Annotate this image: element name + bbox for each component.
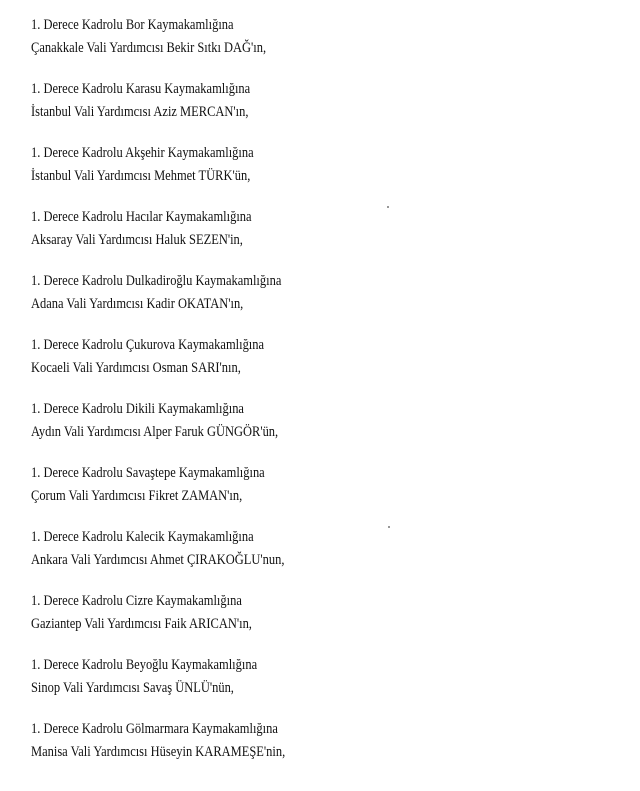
entry-post-line: 1. Derece Kadrolu Gölmarmara Kaymakamlığına <box>31 721 278 737</box>
entry-person-line: Kocaeli Vali Yardımcısı Osman SARI'nın, <box>31 359 241 376</box>
appointment-entry <box>31 270 530 315</box>
entry-person-line: Aydın Vali Yardımcısı Alper Faruk GÜNGÖR'ün, <box>31 423 279 440</box>
entry-person-line: İstanbul Vali Yardımcısı Mehmet TÜRK'ün, <box>31 167 251 184</box>
entry-person-line: İstanbul Vali Yardımcısı Aziz MERCAN'ın, <box>31 103 249 120</box>
entry-post-line: 1. Derece Kadrolu Çukurova Kaymakamlığına <box>31 337 265 353</box>
appointment-list <box>31 14 611 782</box>
entry-post-line: 1. Derece Kadrolu Savaştepe Kaymakamlığına <box>31 465 265 481</box>
entry-post-line: 1. Derece Kadrolu Cizre Kaymakamlığına <box>31 593 242 609</box>
entry-person-line: Çanakkale Vali Yardımcısı Bekir Sıtkı DAĞ'ın, <box>31 39 267 56</box>
appointment-entry <box>31 334 530 379</box>
appointment-entry <box>31 142 530 187</box>
appointment-entry <box>31 654 530 699</box>
appointment-entry <box>31 398 530 443</box>
entry-person-line: Adana Vali Yardımcısı Kadir OKATAN'ın, <box>31 295 244 312</box>
entry-person-line: Sinop Vali Yardımcısı Savaş ÜNLÜ'nün, <box>31 679 234 696</box>
entry-person-line: Çorum Vali Yardımcısı Fikret ZAMAN'ın, <box>31 487 243 504</box>
entry-post-line: 1. Derece Kadrolu Bor Kaymakamlığına <box>31 17 234 33</box>
entry-post-line: 1. Derece Kadrolu Dulkadiroğlu Kaymakamlığına <box>31 273 282 289</box>
entry-person-line: Gaziantep Vali Yardımcısı Faik ARICAN'ın, <box>31 615 252 632</box>
appointment-entry <box>31 14 530 59</box>
entry-post-line: 1. Derece Kadrolu Dikili Kaymakamlığına <box>31 401 244 417</box>
entry-post-line: 1. Derece Kadrolu Hacılar Kaymakamlığına <box>31 209 252 225</box>
appointment-entry <box>31 526 530 571</box>
entry-post-line: 1. Derece Kadrolu Beyoğlu Kaymakamlığına <box>31 657 258 673</box>
appointment-entry <box>31 78 530 123</box>
scan-speck <box>388 526 390 528</box>
appointment-entry <box>31 206 530 251</box>
entry-person-line: Manisa Vali Yardımcısı Hüseyin KARAMEŞE'nin, <box>31 743 286 760</box>
appointment-entry <box>31 590 530 635</box>
entry-post-line: 1. Derece Kadrolu Kalecik Kaymakamlığına <box>31 529 254 545</box>
entry-person-line: Ankara Vali Yardımcısı Ahmet ÇIRAKOĞLU'nun, <box>31 551 285 568</box>
appointment-entry <box>31 718 530 763</box>
entry-post-line: 1. Derece Kadrolu Karasu Kaymakamlığına <box>31 81 251 97</box>
appointment-entry <box>31 462 530 507</box>
entry-person-line: Aksaray Vali Yardımcısı Haluk SEZEN'in, <box>31 231 243 248</box>
entry-post-line: 1. Derece Kadrolu Akşehir Kaymakamlığına <box>31 145 254 161</box>
scan-speck <box>387 206 389 208</box>
